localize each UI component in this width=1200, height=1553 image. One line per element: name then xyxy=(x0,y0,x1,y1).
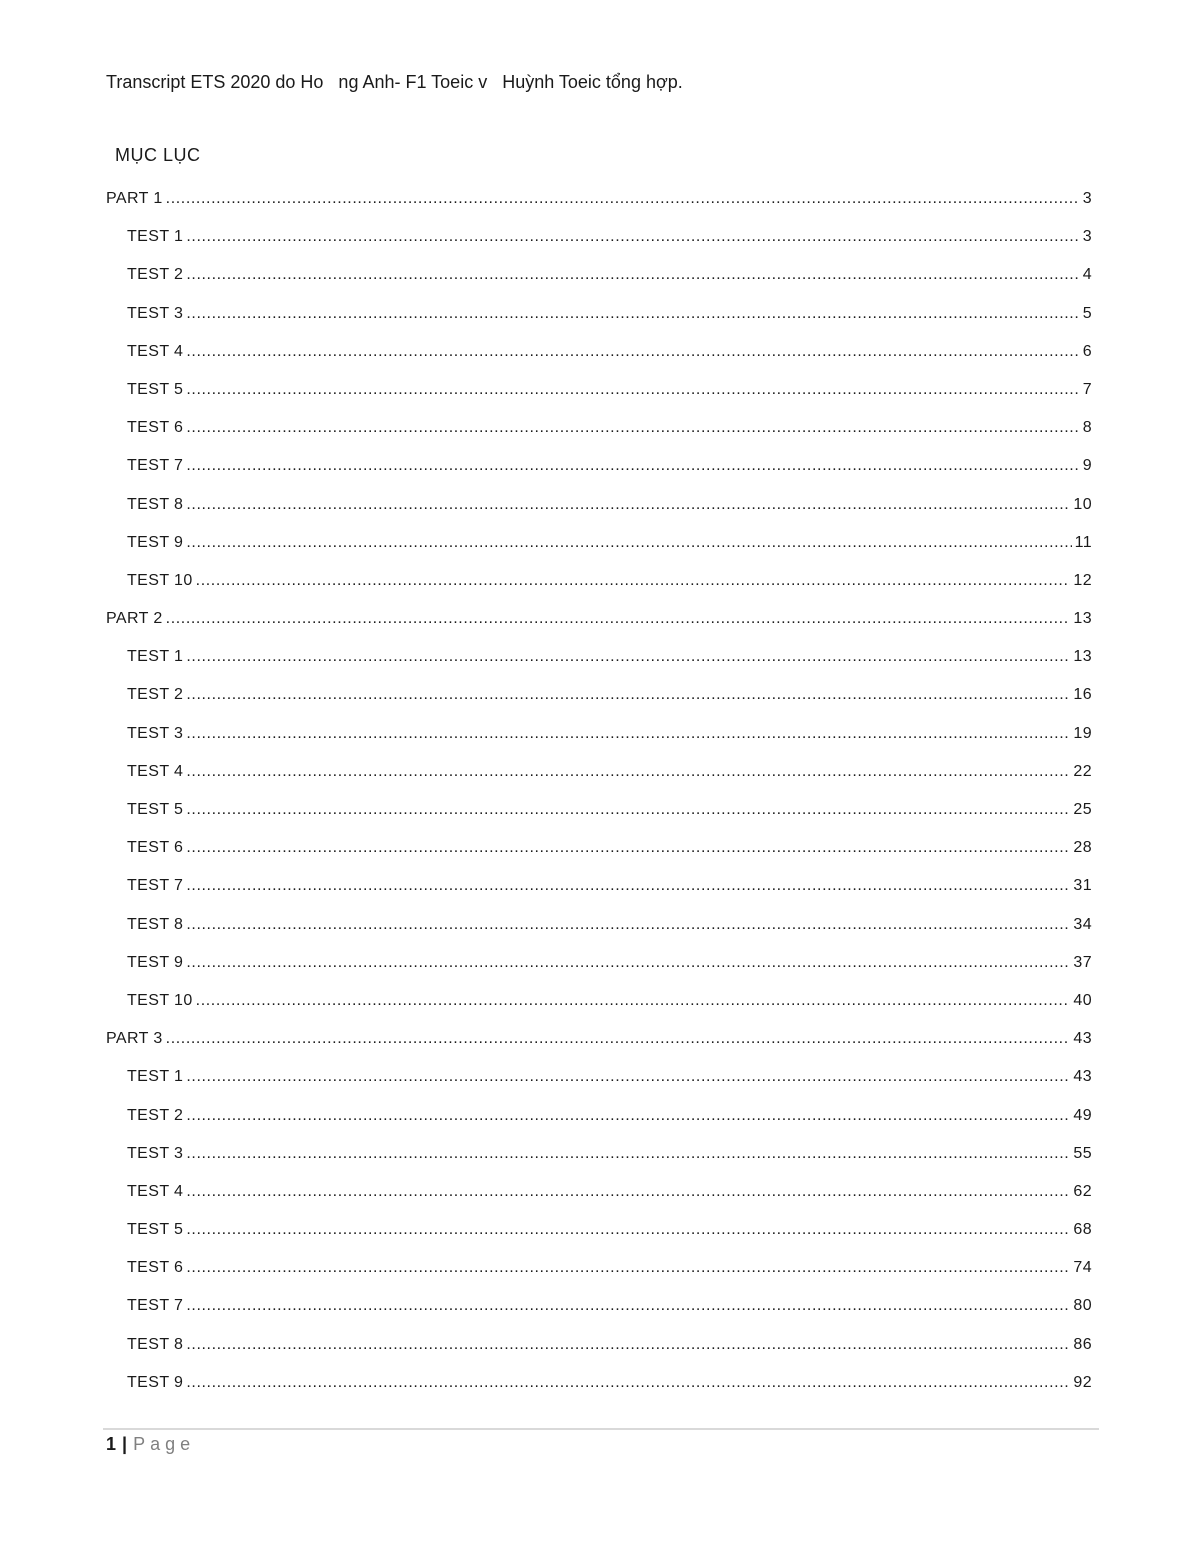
toc-dot-leader xyxy=(196,572,1071,590)
page-footer xyxy=(106,1434,195,1455)
toc-entry-page-number: 5 xyxy=(1082,304,1092,322)
toc-dot-leader xyxy=(186,343,1079,361)
toc-entry-label: TEST 7 xyxy=(127,457,184,475)
toc-dot-leader xyxy=(196,992,1071,1010)
toc-test-entry[interactable] xyxy=(106,534,1092,572)
toc-test-entry[interactable] xyxy=(106,1107,1092,1145)
toc-test-entry[interactable] xyxy=(106,686,1092,724)
toc-dot-leader xyxy=(186,954,1070,972)
toc-entry-page-number: 80 xyxy=(1073,1297,1092,1315)
footer-separator: | xyxy=(122,1434,128,1454)
toc-test-entry[interactable] xyxy=(106,381,1092,419)
toc-dot-leader xyxy=(186,305,1079,323)
toc-test-entry[interactable] xyxy=(106,419,1092,457)
toc-entry-label: TEST 5 xyxy=(127,801,184,818)
toc-test-entry[interactable] xyxy=(106,305,1092,343)
toc-entry-label: TEST 4 xyxy=(127,1182,184,1200)
toc-entry-page-number: 25 xyxy=(1073,801,1092,818)
toc-entry-page-number: 34 xyxy=(1073,915,1092,933)
toc-entry-label: PART 1 xyxy=(106,190,163,207)
toc-entry-page-number: 4 xyxy=(1082,266,1092,284)
toc-entry-page-number: 86 xyxy=(1073,1335,1092,1353)
toc-test-entry[interactable] xyxy=(106,1336,1092,1374)
toc-entry-page-number: 92 xyxy=(1073,1373,1092,1391)
toc-entry-label: TEST 6 xyxy=(127,1259,184,1277)
toc-entry-page-number: 62 xyxy=(1073,1182,1092,1200)
toc-entry-label: TEST 4 xyxy=(127,342,184,360)
toc-entry-page-number: 9 xyxy=(1082,457,1092,475)
toc-entry-label: TEST 9 xyxy=(127,953,184,971)
toc-dot-leader xyxy=(186,725,1070,743)
toc-dot-leader xyxy=(186,1183,1070,1201)
toc-dot-leader xyxy=(166,190,1079,208)
toc-entry-page-number: 28 xyxy=(1073,839,1092,857)
toc-entry-label: TEST 3 xyxy=(127,724,184,742)
toc-test-entry[interactable] xyxy=(106,648,1092,686)
toc-entry-page-number: 6 xyxy=(1082,342,1092,360)
toc-dot-leader xyxy=(186,266,1079,284)
toc-dot-leader xyxy=(186,916,1070,934)
toc-entry-label: TEST 10 xyxy=(127,571,193,589)
toc-test-entry[interactable] xyxy=(106,228,1092,266)
document-header: Transcript ETS 2020 do Ho ng Anh- F1 Toeic v Huỳnh Toeic tổng hợp. xyxy=(106,72,683,92)
toc-dot-leader xyxy=(186,801,1070,819)
toc-entry-page-number: 13 xyxy=(1073,610,1092,628)
toc-dot-leader xyxy=(166,610,1071,628)
toc-entry-page-number: 37 xyxy=(1073,953,1092,971)
toc-test-entry[interactable] xyxy=(106,763,1092,801)
toc-test-entry[interactable] xyxy=(106,954,1092,992)
toc-test-entry[interactable] xyxy=(106,457,1092,495)
toc-dot-leader xyxy=(186,1221,1070,1239)
toc-entry-page-number: 22 xyxy=(1073,762,1092,780)
toc-entry-page-number: 7 xyxy=(1082,380,1092,398)
toc-test-entry[interactable] xyxy=(106,343,1092,381)
toc-entry-label: TEST 10 xyxy=(127,991,193,1009)
toc-entry-page-number: 3 xyxy=(1082,228,1092,246)
toc-entry-page-number: 3 xyxy=(1082,190,1092,207)
toc-entry-page-number: 13 xyxy=(1073,648,1092,666)
toc-test-entry[interactable] xyxy=(106,992,1092,1030)
toc-entry-label: TEST 1 xyxy=(127,228,184,246)
toc-entry-label: TEST 8 xyxy=(127,1335,184,1353)
toc-dot-leader xyxy=(186,877,1070,895)
toc-test-entry[interactable] xyxy=(106,1183,1092,1221)
toc-entry-label: TEST 5 xyxy=(127,1221,184,1239)
toc-dot-leader xyxy=(186,534,1071,552)
toc-dot-leader xyxy=(186,1068,1070,1086)
toc-entry-label: TEST 2 xyxy=(127,266,184,284)
toc-test-entry[interactable] xyxy=(106,1068,1092,1106)
toc-entry-label: TEST 8 xyxy=(127,915,184,933)
toc-dot-leader xyxy=(186,496,1070,514)
table-of-contents xyxy=(106,190,1092,1412)
toc-entry-label: TEST 2 xyxy=(127,686,184,704)
toc-entry-label: PART 2 xyxy=(106,610,163,628)
toc-dot-leader xyxy=(186,419,1079,437)
toc-entry-label: TEST 9 xyxy=(127,533,184,551)
toc-test-entry[interactable] xyxy=(106,572,1092,610)
toc-title: MỤC LỤC xyxy=(115,145,201,165)
toc-entry-label: TEST 9 xyxy=(127,1373,184,1391)
toc-test-entry[interactable] xyxy=(106,1259,1092,1297)
toc-part-entry[interactable] xyxy=(106,610,1092,648)
toc-entry-page-number: 19 xyxy=(1073,724,1092,742)
footer-divider xyxy=(103,1428,1099,1430)
toc-entry-label: TEST 8 xyxy=(127,495,184,513)
toc-test-entry[interactable] xyxy=(106,839,1092,877)
toc-dot-leader xyxy=(186,686,1070,704)
toc-entry-page-number: 43 xyxy=(1073,1068,1092,1086)
toc-dot-leader xyxy=(186,839,1070,857)
toc-entry-label: TEST 7 xyxy=(127,1297,184,1315)
toc-dot-leader xyxy=(186,457,1079,475)
toc-test-entry[interactable] xyxy=(106,916,1092,954)
toc-entry-label: TEST 1 xyxy=(127,1068,184,1086)
toc-test-entry[interactable] xyxy=(106,877,1092,915)
toc-dot-leader xyxy=(186,1107,1070,1125)
toc-entry-page-number: 16 xyxy=(1073,686,1092,704)
toc-test-entry[interactable] xyxy=(106,496,1092,534)
toc-dot-leader xyxy=(186,1145,1070,1163)
toc-entry-label: PART 3 xyxy=(106,1030,163,1048)
toc-test-entry[interactable] xyxy=(106,1374,1092,1412)
toc-dot-leader xyxy=(166,1030,1071,1048)
toc-dot-leader xyxy=(186,1374,1070,1392)
toc-entry-label: TEST 3 xyxy=(127,1144,184,1162)
toc-test-entry[interactable] xyxy=(106,1221,1092,1259)
toc-entry-label: TEST 6 xyxy=(127,419,184,437)
toc-entry-page-number: 49 xyxy=(1073,1106,1092,1124)
toc-entry-page-number: 40 xyxy=(1073,991,1092,1009)
toc-entry-page-number: 68 xyxy=(1073,1221,1092,1239)
toc-part-entry[interactable] xyxy=(106,190,1092,228)
toc-entry-label: TEST 4 xyxy=(127,762,184,780)
toc-test-entry[interactable] xyxy=(106,725,1092,763)
toc-entry-label: TEST 1 xyxy=(127,648,184,666)
toc-entry-page-number: 8 xyxy=(1082,419,1092,437)
toc-dot-leader xyxy=(186,228,1079,246)
footer-page-word: Page xyxy=(133,1434,196,1454)
toc-test-entry[interactable] xyxy=(106,1297,1092,1335)
toc-test-entry[interactable] xyxy=(106,1145,1092,1183)
toc-part-entry[interactable] xyxy=(106,1030,1092,1068)
toc-entry-page-number: 55 xyxy=(1073,1144,1092,1162)
toc-test-entry[interactable] xyxy=(106,801,1092,839)
toc-entry-label: TEST 6 xyxy=(127,839,184,857)
toc-dot-leader xyxy=(186,648,1070,666)
toc-entry-page-number: 10 xyxy=(1073,495,1092,513)
toc-entry-page-number: 12 xyxy=(1073,571,1092,589)
toc-dot-leader xyxy=(186,1297,1070,1315)
toc-test-entry[interactable] xyxy=(106,266,1092,304)
toc-entry-label: TEST 5 xyxy=(127,380,184,398)
toc-dot-leader xyxy=(186,763,1070,781)
toc-entry-label: TEST 3 xyxy=(127,304,184,322)
toc-dot-leader xyxy=(186,1259,1070,1277)
footer-page-number: 1 xyxy=(106,1434,117,1454)
toc-entry-page-number: 43 xyxy=(1073,1030,1092,1048)
toc-entry-label: TEST 7 xyxy=(127,877,184,895)
toc-entry-page-number: 74 xyxy=(1073,1259,1092,1277)
toc-entry-page-number: 31 xyxy=(1073,877,1092,895)
toc-entry-page-number: 11 xyxy=(1074,533,1092,551)
toc-entry-label: TEST 2 xyxy=(127,1106,184,1124)
toc-dot-leader xyxy=(186,1336,1070,1354)
toc-dot-leader xyxy=(186,381,1079,399)
